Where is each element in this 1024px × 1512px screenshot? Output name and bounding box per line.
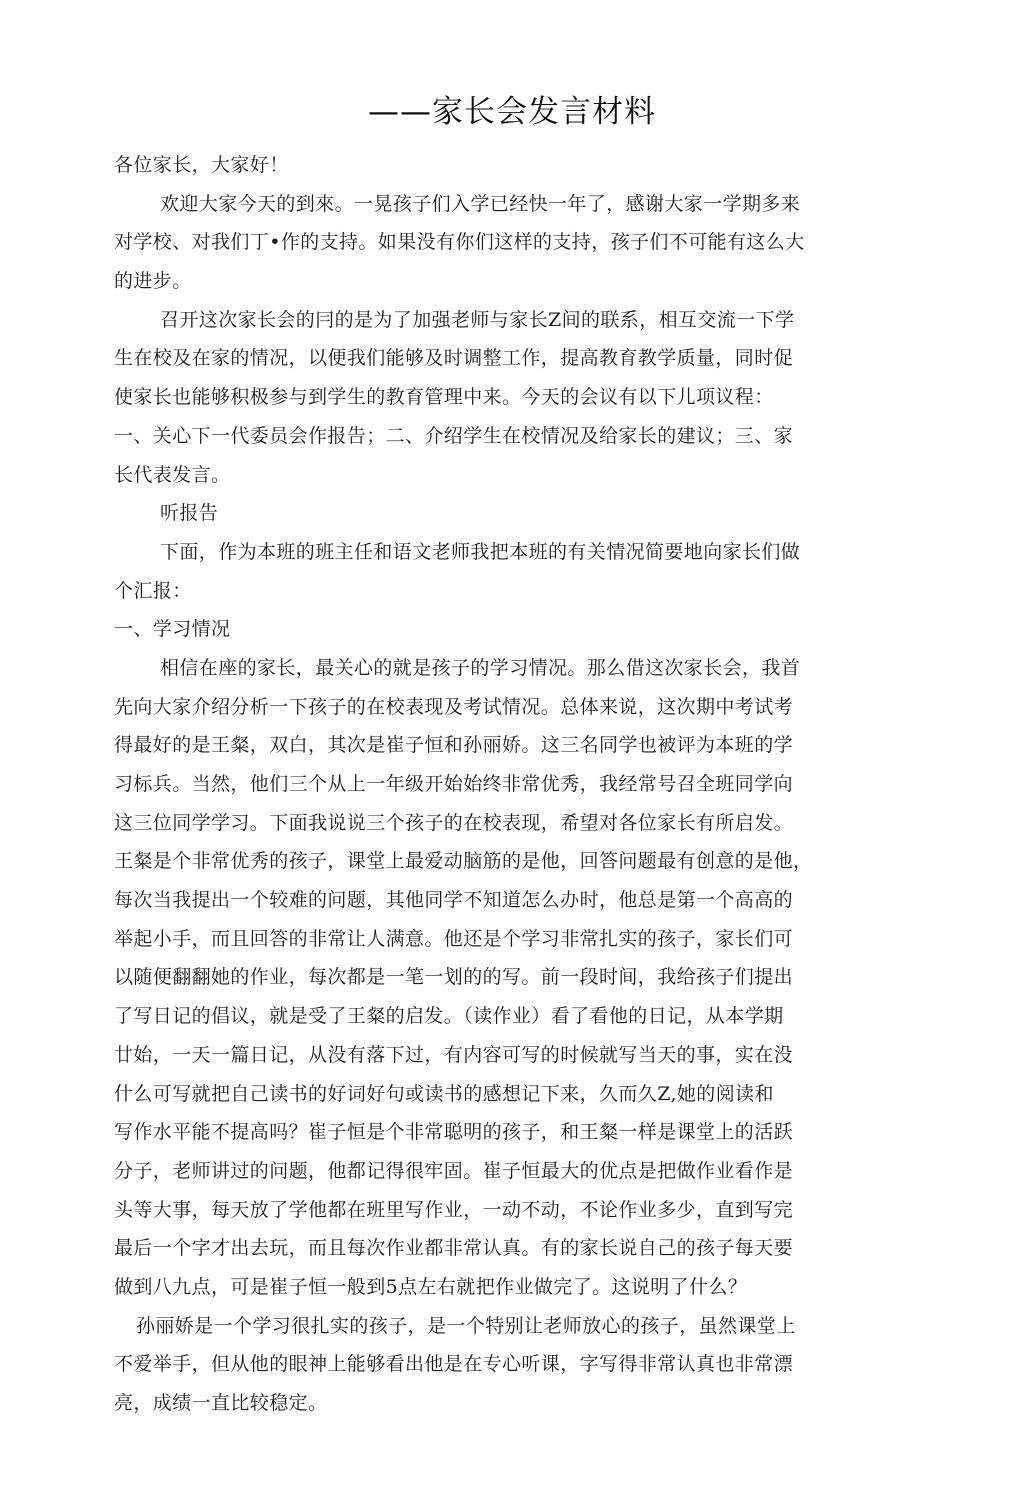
paragraph-line: 各位家长，大家好！ [114,154,289,176]
paragraph-line: 得最好的是王粲，双白，其次是崔子恒和孙丽娇。这三名同学也被评为本班的学 [114,734,794,757]
paragraph-line: 以随便翻翻她的作业，每次都是一笔一划的的写。前一段时间，我给孩子们提出 [114,966,794,989]
section-heading: 一、学习情况 [114,618,231,641]
paragraph-line: 习标兵。当然，他们三个从上一年级开始始终非常优秀，我经常号召全班同学向 [114,773,794,795]
paragraph-line: 的进步。 [114,270,192,293]
paragraph-line: 亮，成绩一直比较稳定。 [114,1392,328,1414]
paragraph-line: 个汇报： [114,579,192,602]
paragraph-line: 召开这次家长会的冃的是为了加强老师与家长Z间的联系，相互交流一下学 [160,308,795,331]
paragraph-line: 最后一个字才出去玩，而且每次作业都非常认真。有的家长说自己的孩子每天要 [114,1237,794,1260]
paragraph-line: 做到八九点，可是崔子恒一般到5点左右就把作业做完了。这说明了什么？ [114,1275,748,1298]
paragraph-line: 什么可写就把自己读书的好词好句或读书的感想记下来，久而久Z,她的阅读和 [114,1082,774,1105]
paragraph-line: 分子，老师讲过的问题，他都记得很牢固。崔子恒最大的优点是把做作业看作是 [114,1159,794,1182]
paragraph-line: 孙丽娇是一个学习很扎实的孩子，是一个特别让老师放心的孩子，虽然课堂上 [136,1314,796,1337]
paragraph-line: 头等大事，每天放了学他都在班里写作业，一动不动，不论作业多少，直到写完 [114,1198,794,1221]
paragraph-line: 下面，作为本班的班主任和语文老师我把本班的有关情况简要地向家长们做 [160,540,801,563]
paragraph-line: 王粲是个非常优秀的孩子，课堂上最爱动脑筋的是他，回答问题最有创意的是他， [114,850,813,873]
paragraph-line: 写作水平能不提高吗？崔子恒是个非常聪明的孩子，和王粲一样是课堂上的活跃 [114,1121,794,1144]
paragraph-line: 廿始，一天一篇日记，从没有落下过，有内容可写的时候就写当天的事，实在没 [114,1043,794,1066]
paragraph-line: 对学校、对我们丁•作的支持。如果没有你们这样的支持，孩子们不可能有这么大 [114,231,805,254]
document-title: ——家长会发言材料 [368,94,656,130]
paragraph-line: 相信在座的家长，最关心的就是孩子的学习情况。那么借这次家长会，我首 [160,656,801,679]
paragraph-line: 欢迎大家今天的到來。一晃孩子们入学已经快一年了，感谢大家一学期多来 [160,192,801,215]
paragraph-line: 长代表发言。 [114,463,231,486]
paragraph-line: 这三位同学学习。下面我说说三个孩子的在校表现，希望对各位家长有所启发。 [114,811,794,834]
paragraph-line: 了写日记的倡议，就是受了王粲的启发。（读作业）看了看他的日记，从本学期 [114,1005,784,1028]
paragraph-line: 先向大家介绍分析一下孩子的在校表现及考试情况。总体来说，这次期中考试考 [114,695,794,718]
paragraph-line: 不爱举手，但从他的眼神上能够看出他是在专心听课，字写得非常认真也非常漂 [114,1353,794,1376]
document-body [114,146,864,1423]
paragraph-line: 举起小手，而且回答的非常让人满意。他还是个学习非常扎实的孩子，家长们可 [114,927,794,950]
paragraph-line: 生在校及在家的情况，以便我们能够及时调整工作，提高教育教学质量，同时促 [114,347,794,370]
paragraph-line: 听报告 [160,502,219,525]
paragraph-line: 使家长也能够积极参与到学生的教育管理中来。今天的会议有以下儿项议程： [114,386,774,409]
paragraph-line: 一、关心下一代委员会作报告；二、介绍学生在校情况及给家长的建议；三、家 [114,424,794,447]
paragraph-line: 每次当我提出一个较难的问题，其他同学不知道怎么办时，他总是第一个高高的 [114,889,794,912]
